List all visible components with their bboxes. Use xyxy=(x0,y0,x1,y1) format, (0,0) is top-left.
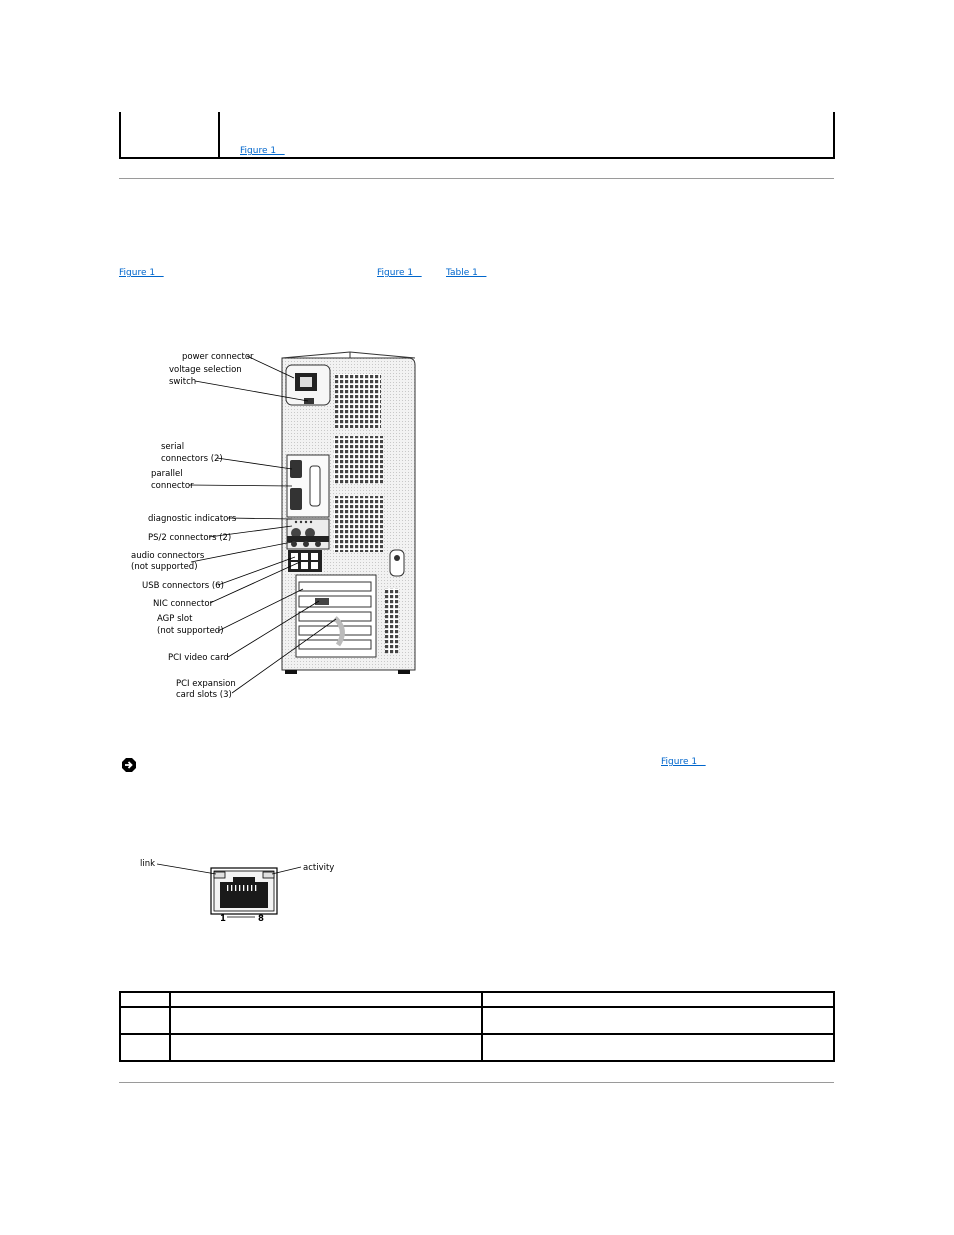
callout-label: (not supported) xyxy=(131,562,198,572)
top-table xyxy=(119,112,835,159)
figure-link[interactable]: Figure 1 xyxy=(240,146,285,156)
pin-number: 1 xyxy=(220,914,226,924)
figure-link[interactable]: Figure 1 xyxy=(661,757,706,767)
table-row xyxy=(120,1034,834,1061)
callout-label: NIC connector xyxy=(153,599,214,609)
callout-label: audio connectors xyxy=(131,551,205,561)
nic-link-label: link xyxy=(140,859,156,869)
pin-number: 8 xyxy=(258,914,264,924)
callout-label: PS/2 connectors (2) xyxy=(148,533,232,543)
table-row xyxy=(120,1007,834,1034)
callout-label: switch xyxy=(169,377,197,387)
figure-link[interactable]: Figure 1 xyxy=(377,268,422,278)
callout-label: voltage selection xyxy=(169,365,242,375)
callout-label: diagnostic indicators xyxy=(148,514,237,524)
top-table-cell-left xyxy=(120,112,219,158)
top-table-cell-right xyxy=(219,112,834,158)
section-divider xyxy=(119,178,834,179)
callout-label: AGP slot xyxy=(157,614,193,624)
nic-indicator-table xyxy=(119,991,835,1062)
nic-activity-label: activity xyxy=(303,863,335,873)
callout-label: connector xyxy=(151,481,194,491)
table-header-cell xyxy=(482,992,834,1007)
callout-label: parallel xyxy=(151,469,183,479)
callout-label: card slots (3) xyxy=(176,690,232,700)
table-link[interactable]: Table 1 xyxy=(446,268,487,278)
figure-link[interactable]: Figure 1 xyxy=(119,268,164,278)
table-header-cell xyxy=(170,992,482,1007)
nic-connector-figure xyxy=(138,852,338,927)
callout-label: PCI video card xyxy=(168,653,229,663)
callout-label: serial xyxy=(161,442,185,452)
callout-label: power connector xyxy=(182,352,254,362)
callout-label: PCI expansion xyxy=(176,679,236,689)
back-panel-figure xyxy=(120,340,430,710)
section-divider xyxy=(119,1082,834,1083)
notice-icon xyxy=(121,757,137,773)
callout-label: USB connectors (6) xyxy=(142,581,224,591)
callout-label: (not supported) xyxy=(157,626,224,636)
callout-label: connectors (2) xyxy=(161,454,223,464)
table-header-cell xyxy=(120,992,170,1007)
